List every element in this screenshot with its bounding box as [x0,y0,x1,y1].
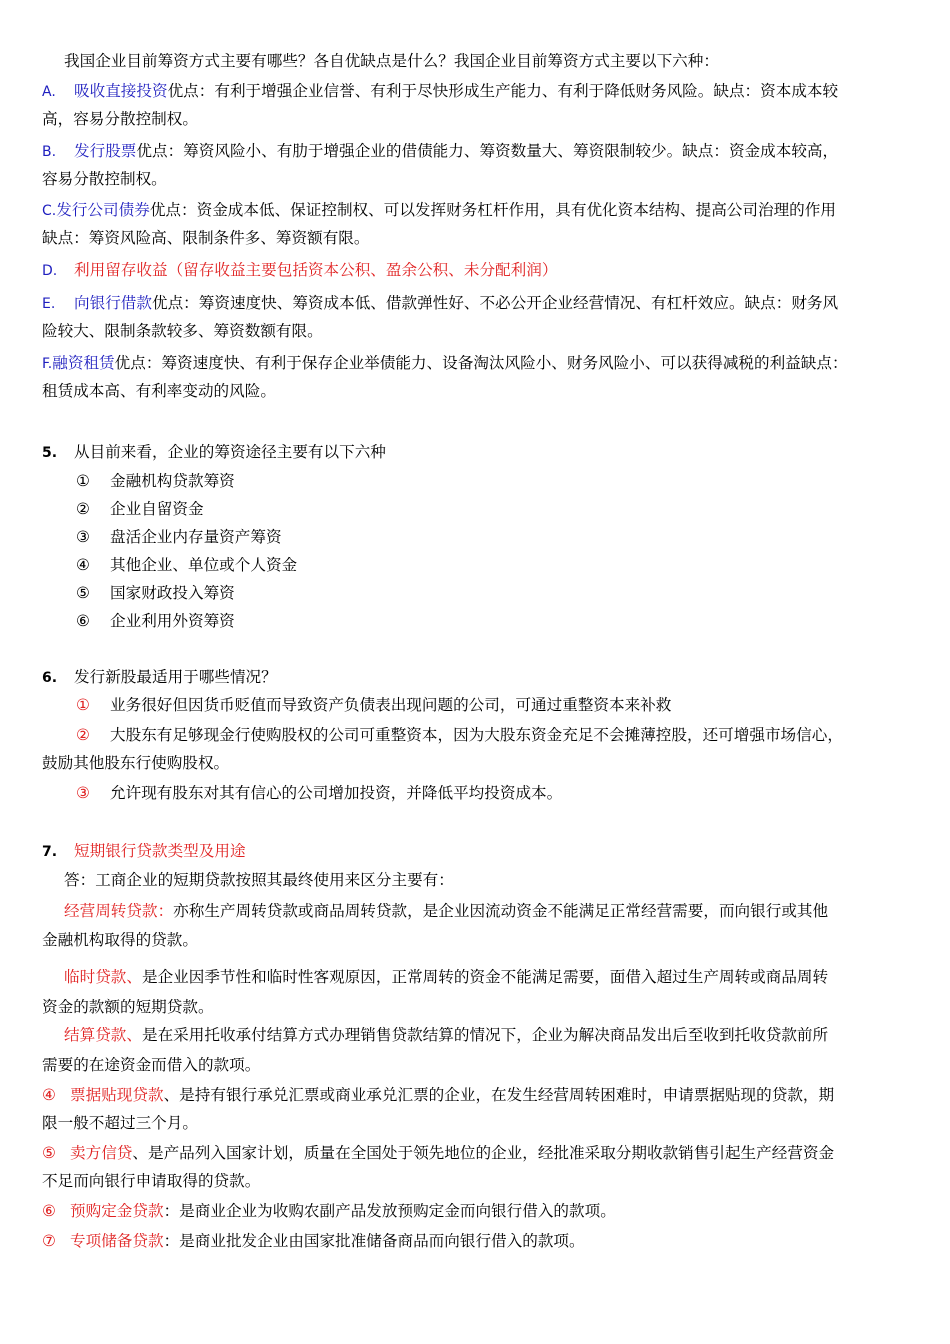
q6-item-text: 业务很好但因货币贬值而导致资产负债表出现问题的公司，可通过重整资本来补救 [110,696,672,714]
loan-line1 [42,1230,585,1252]
q6-heading [42,666,277,689]
loan-line1 [64,900,828,922]
method-e-title: 向银行借款 [74,294,152,312]
loan-text: 是在采用托收承付结算方式办理销售贷款结算的情况下，企业为解决商品发出后至收到托收贷款前所 [141,1026,829,1044]
loan-text: 是企业因季节性和临时性客观原因，正常周转的资金不能满足需要，面借入超过生产周转或商品周转 [141,968,829,986]
method-f-title: 融资租赁 [52,354,115,372]
q6-number: 6. [42,670,58,686]
loan-term: 卖方信贷 [70,1144,133,1162]
q5-item-mark: ① [76,472,90,490]
method-b-letter: B. [42,144,57,160]
loan-line2: 资金的款额的短期贷款。 [42,998,214,1016]
method-f-text: 优点：筹资速度快、有利于保存企业举债能力、设备淘汰风险小、财务风险小、可以获得减税的利益缺点： [114,354,848,372]
q5-title: 从目前来看，企业的筹资途径主要有以下六种 [74,443,386,461]
loan-line2: 限一般不超过三个月。 [42,1114,198,1132]
method-b-line1 [42,140,838,163]
loan-term: 经营周转贷款： [64,902,174,920]
q5-item-mark: ② [76,500,90,518]
method-a-line2: 高，容易分散控制权。 [42,110,198,128]
q5-number: 5. [42,445,58,461]
q6-item-text: 允许现有股东对其有信心的公司增加投资，并降低平均投资成本。 [110,784,563,802]
method-d-line [42,259,557,282]
method-d-letter: D. [42,263,58,279]
q6-item-mark: ① [76,696,90,714]
q5-heading [42,441,386,464]
loan-text: 、是持有银行承兑汇票或商业承兑汇票的企业，在发生经营周转困难时，申请票据贴现的贷款，期 [163,1086,835,1104]
loan-term: 票据贴现贷款 [70,1086,164,1104]
q6-item-mark: ② [76,726,90,744]
loan-line2: 金融机构取得的贷款。 [42,931,198,949]
q6-item [76,724,843,746]
q5-item-text: 其他企业、单位或个人资金 [110,556,298,574]
method-a-text: 优点：有利于增强企业信誉、有利于尽快形成生产能力、有利于降低财务风险。缺点：资本成本较 [167,82,839,100]
loan-mark: ⑥ [42,1202,56,1220]
q5-item-text: 企业利用外资筹资 [110,612,235,630]
loan-mark: ⑦ [42,1232,56,1250]
method-e-text: 优点：筹资速度快、筹资成本低、借款弹性好、不必公开企业经营情况、有杠杆效应。缺点：财务风 [151,294,839,312]
loan-line1 [42,1200,616,1222]
q5-item [76,554,297,576]
q6-item [76,694,671,716]
loan-term: 预购定金贷款 [70,1202,164,1220]
q5-item [76,582,235,604]
q6-item [76,782,562,804]
method-c-line1 [42,199,836,222]
q7-answer-intro: 答：工商企业的短期贷款按照其最终使用来区分主要有： [64,871,454,889]
loan-mark: ⑤ [42,1144,56,1162]
method-e-line1 [42,292,838,315]
method-b-text: 优点：筹资风险小、有肋于增强企业的借债能力、筹资数量大、筹资限制较少。缺点：资金成本较高， [136,142,839,160]
q6-item-continuation: 鼓励其他股东行使购股权。 [42,754,230,772]
method-a-letter: A. [42,84,56,100]
method-c-text: 优点：资金成本低、保证控制权、可以发挥财务杠杆作用，具有优化资本结构、提高公司治理的作用 [149,201,836,219]
loan-text: ：是商业批发企业由国家批准储备商品而向银行借入的款项。 [163,1232,585,1250]
method-b-title: 发行股票 [74,142,137,160]
method-f-line2: 租赁成本高、有利率变动的风险。 [42,382,276,400]
loan-term: 专项储备贷款 [70,1232,164,1250]
q6-item-text: 大股东有足够现金行使购股权的公司可重整资本，因为大股东资金充足不会摊薄控股，还可增强市场信心， [110,726,843,744]
q5-item [76,610,235,632]
method-b-line2: 容易分散控制权。 [42,170,167,188]
loan-term: 临时贷款、 [64,968,142,986]
method-a-line1 [42,80,838,103]
loan-text: 、是产品列入国家计划，质量在全国处于领先地位的企业，经批准采取分期收款销售引起生产经营资金 [132,1144,835,1162]
method-d-title: 利用留存收益 [74,261,168,279]
q5-item-mark: ③ [76,528,90,546]
loan-line1 [42,1142,834,1164]
q5-item-text: 企业自留资金 [110,500,204,518]
q7-title: 短期银行贷款类型及用途 [74,842,246,860]
loan-text: ：是商业企业为收购农副产品发放预购定金而向银行借入的款项。 [163,1202,616,1220]
q5-item-text: 国家财政投入筹资 [110,584,235,602]
q5-item-text: 盘活企业内存量资产筹资 [110,528,282,546]
q5-item-mark: ⑥ [76,612,90,630]
loan-line1 [42,1084,834,1106]
q5-item-text: 金融机构贷款筹资 [110,472,235,490]
loan-line2: 不足而向银行申请取得的贷款。 [42,1172,261,1190]
q6-item-mark: ③ [76,784,90,802]
q5-item [76,470,235,492]
method-a-title: 吸收直接投资 [74,82,168,100]
loan-term: 结算贷款、 [64,1026,142,1044]
q7-heading [42,840,246,863]
q5-item-mark: ④ [76,556,90,574]
method-f-letter: F. [42,356,53,372]
loan-mark: ④ [42,1086,56,1104]
method-f-line1 [42,352,848,375]
method-d-note: （留存收益主要包括资本公积、盈余公积、未分配利润） [167,261,558,279]
loan-line1 [64,1024,828,1046]
method-c-letter: C. [42,203,57,219]
q5-item [76,526,282,548]
q5-item-mark: ⑤ [76,584,90,602]
method-e-letter: E. [42,296,56,312]
method-e-line2: 险较大、限制条款较多、筹资数额有限。 [42,322,323,340]
q7-number: 7. [42,844,58,860]
loan-line1 [64,966,828,988]
q6-title: 发行新股最适用于哪些情况？ [74,668,277,686]
loan-text: 亦称生产周转贷款或商品周转贷款，是企业因流动资金不能满足正常经营需要，而向银行或其他 [173,902,829,920]
loan-line2: 需要的在途资金而借入的款项。 [42,1056,261,1074]
method-c-title: 发行公司债券 [56,201,150,219]
intro-question: 我国企业目前筹资方式主要有哪些？各自优缺点是什么？我国企业目前筹资方式主要以下六种： [64,52,719,70]
q5-item [76,498,204,520]
method-c-line2: 缺点：筹资风险高、限制条件多、筹资额有限。 [42,229,370,247]
